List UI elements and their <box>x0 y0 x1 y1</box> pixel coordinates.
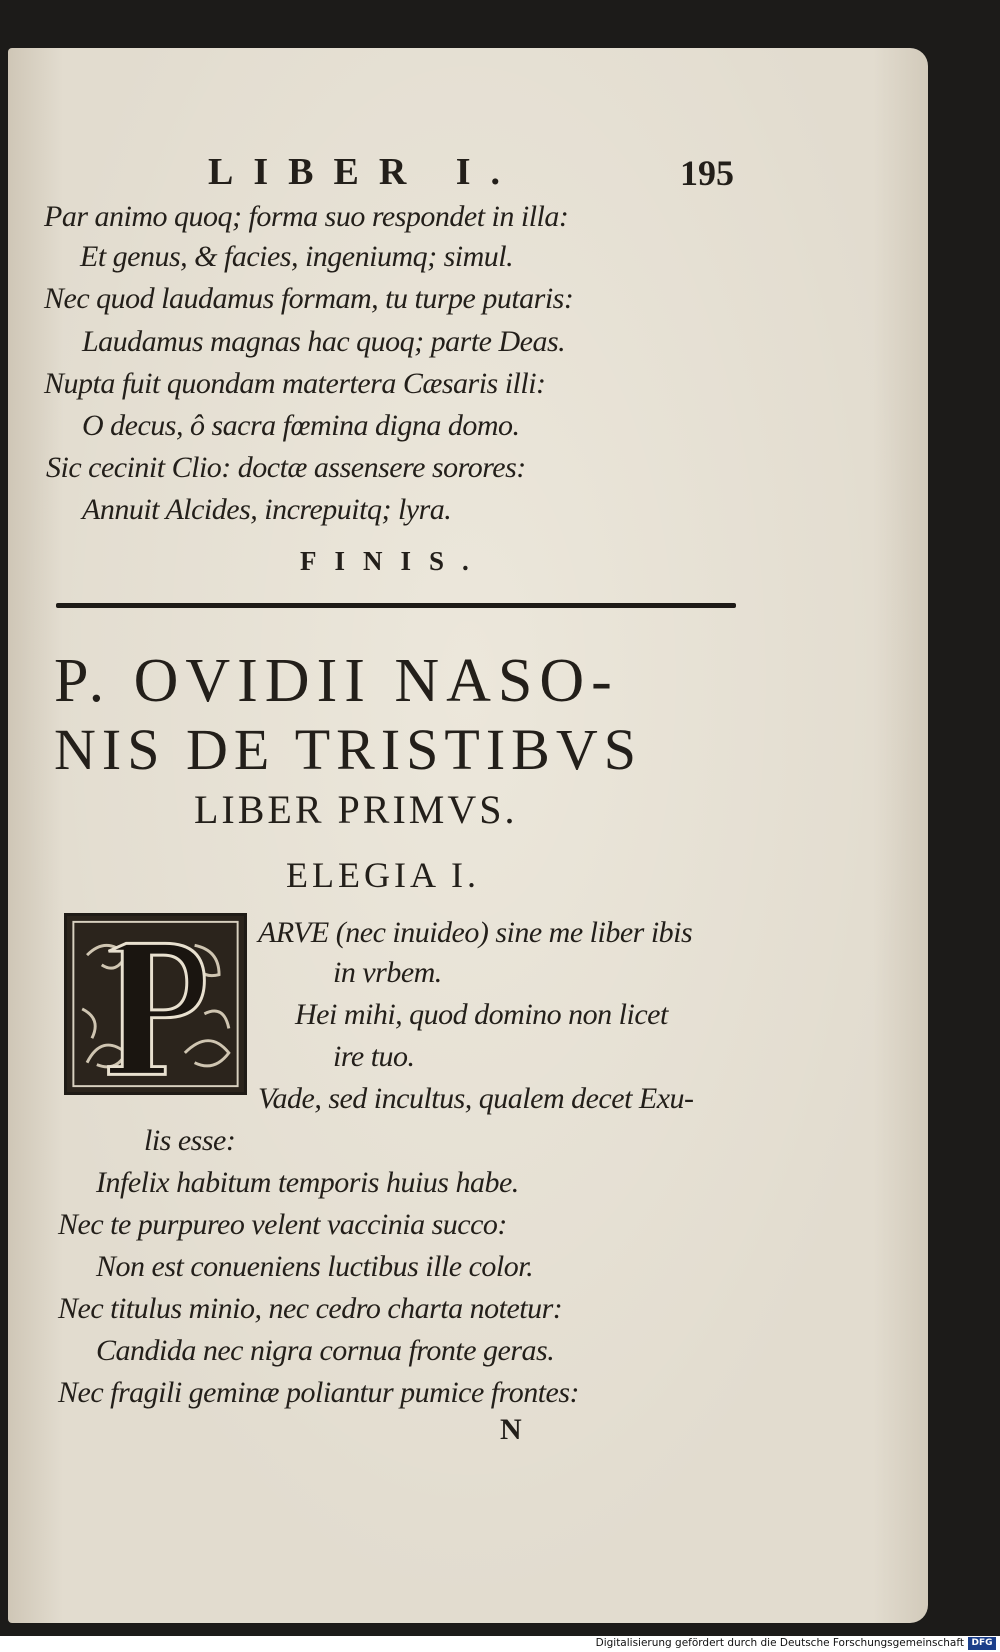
title-line-3: LIBER PRIMVS. <box>194 787 518 832</box>
title-line-2: NIS DE TRISTIBVS <box>54 717 642 782</box>
elegy-line: Vade, sed incultus, qualem decet Exu- <box>258 1082 694 1115</box>
dfg-logo: DFG <box>968 1637 996 1650</box>
catchword: N <box>500 1413 528 1446</box>
elegy-line: Non est conueniens luctibus ille color. <box>96 1250 534 1283</box>
decorated-initial <box>64 913 247 1095</box>
running-head: LIBER I. <box>208 151 521 193</box>
elegy-line: Nec fragili geminæ poliantur pumice frontes: <box>58 1376 580 1409</box>
page-number: 195 <box>680 153 734 193</box>
elegy-line: ire tuo. <box>333 1040 415 1073</box>
elegy-line: Candida nec nigra cornua fronte geras. <box>96 1334 555 1367</box>
footer-credit: Digitalisierung gefördert durch die Deutsche Forschungsgemeinschaft <box>595 1637 964 1649</box>
book-page <box>8 48 928 1623</box>
poem-line: Et genus, & facies, ingeniumq; simul. <box>80 240 514 273</box>
finis-mark: FINIS. <box>300 546 487 576</box>
poem-line: Nec quod laudamus formam, tu turpe putaris: <box>44 282 574 315</box>
elegy-line: lis esse: <box>144 1124 236 1157</box>
elegy-heading: ELEGIA I. <box>286 855 480 895</box>
poem-line: Annuit Alcides, increpuitq; lyra. <box>82 493 452 526</box>
elegy-line: in vrbem. <box>333 956 442 989</box>
poem-line: Laudamus magnas hac quoq; parte Deas. <box>82 325 566 358</box>
section-divider <box>56 603 736 608</box>
poem-line: O decus, ô sacra fœmina digna domo. <box>82 409 520 442</box>
poem-line: Nupta fuit quondam matertera Cæsaris illi: <box>44 367 546 400</box>
poem-line: Sic cecinit Clio: doctæ assensere sorores: <box>46 451 526 484</box>
elegy-line: Infelix habitum temporis huius habe. <box>96 1166 519 1199</box>
elegy-line: Nec te purpureo velent vaccinia succo: <box>58 1208 507 1241</box>
elegy-line: Hei mihi, quod domino non licet <box>295 998 668 1031</box>
elegy-line: ARVE (nec inuideo) sine me liber ibis <box>258 916 693 949</box>
elegy-line: Nec titulus minio, nec cedro charta notetur: <box>58 1292 563 1325</box>
title-line-1: P. OVIDII NASO- <box>54 647 619 715</box>
poem-line: Par animo quoq; forma suo respondet in illa: <box>44 200 569 233</box>
